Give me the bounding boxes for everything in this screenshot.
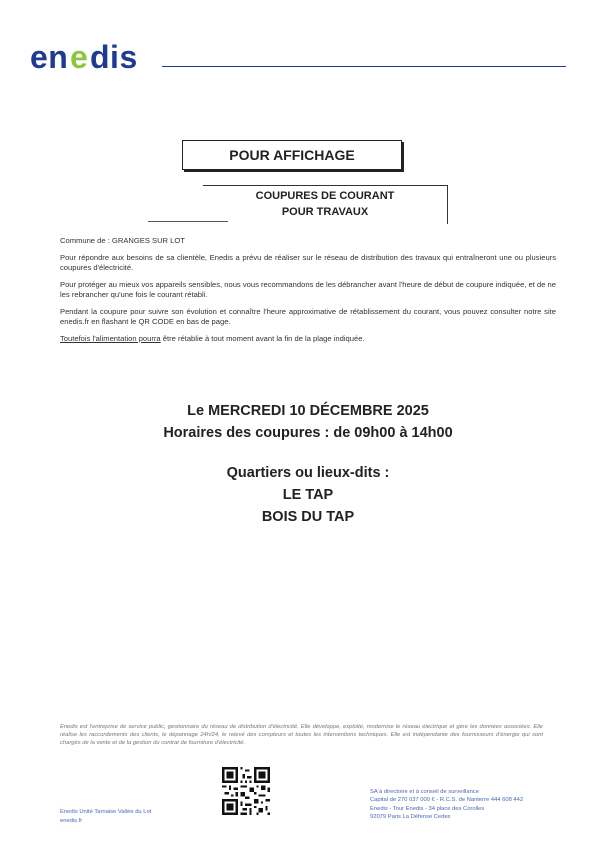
place-item: LE TAP bbox=[282, 487, 334, 503]
header-rule bbox=[162, 66, 566, 67]
subtitle-rule bbox=[148, 221, 228, 222]
legal-line: 92079 Paris La Défense Cedex bbox=[370, 813, 451, 820]
notice-subtitle bbox=[203, 185, 448, 224]
footer-website-link[interactable]: enedis.fr bbox=[60, 818, 83, 824]
paragraph-1: Pour répondre aux besoins de sa clientèle, Enedis a prévu de réaliser sur le réseau de distribution des travaux qui entraîneront une ou plusieurs coupures d'électricité. bbox=[60, 252, 556, 272]
paragraph-4 bbox=[60, 334, 556, 345]
paragraph-4-rest: être rétablie à tout moment avant la fin de la plage indiquée. bbox=[160, 333, 365, 343]
enedis-logo bbox=[30, 38, 160, 74]
footer-description: Enedis est l'entreprise de service public, gestionnaire du réseau de distribution d'électricité. Elle développe, exploite, modernise le réseau électrique et gère les données associées. Elle réalise les raccordements des clients, le dépannage 24h/24, le relevé des compteurs et toutes les interventions techniques. Elle est indépendante des fournisseurs d'énergie qui sont chargés de la vente et de la gestion du contrat de fourniture d'électricité. bbox=[60, 724, 543, 746]
legal-line: SA à directoire et à conseil de surveillance bbox=[370, 789, 479, 795]
svg-text:e: e bbox=[70, 39, 88, 74]
svg-text:dis: dis bbox=[90, 39, 138, 74]
footer-left bbox=[60, 808, 151, 826]
qr-code-icon[interactable] bbox=[222, 767, 270, 815]
paragraph-3: Pendant la coupure pour suivre son évolution et connaître l'heure approximative de rétablissement du courant, vous pouvez consulter notre site enedis.fr en flashant le QR CODE en bas de page. bbox=[60, 306, 556, 326]
places-label: Quartiers ou lieux-dits : bbox=[226, 465, 390, 481]
legal-line: Capital de 270 037 000 € - R.C.S. de Nanterre 444 608 442 bbox=[370, 797, 524, 804]
subtitle-line-2: POUR TRAVAUX bbox=[281, 206, 369, 218]
paragraph-2: Pour protéger au mieux vos appareils sensibles, nous vous recommandons de les débrancher avant l'heure de début de coupure indiquée, et de ne les rebrancher qu'une fois le courant rétabli. bbox=[60, 279, 556, 299]
cut-date: Le MERCREDI 10 DÉCEMBRE 2025 bbox=[187, 403, 429, 419]
notice-body bbox=[60, 236, 556, 350]
schedule-block bbox=[60, 400, 556, 528]
legal-line: Enedis - Tour Enedis - 34 place des Corolles bbox=[370, 805, 485, 812]
cut-hours: Horaires des coupures : de 09h00 à 14h00 bbox=[163, 425, 453, 441]
commune-line bbox=[60, 236, 556, 247]
paragraph-4-underlined: Toutefois l'alimentation pourra bbox=[60, 333, 161, 343]
place-item: BOIS DU TAP bbox=[261, 509, 355, 525]
commune-label: Commune de : bbox=[60, 236, 112, 245]
footer-legal bbox=[370, 788, 523, 821]
footer-unit: Enedis Unité Tarnaise Vallée du Lot bbox=[60, 809, 152, 815]
subtitle-line-1: COUPURES DE COURANT bbox=[255, 190, 395, 202]
svg-text:en: en bbox=[30, 39, 69, 74]
commune-value: GRANGES SUR LOT bbox=[111, 236, 185, 245]
notice-title: POUR AFFICHAGE bbox=[182, 140, 402, 170]
